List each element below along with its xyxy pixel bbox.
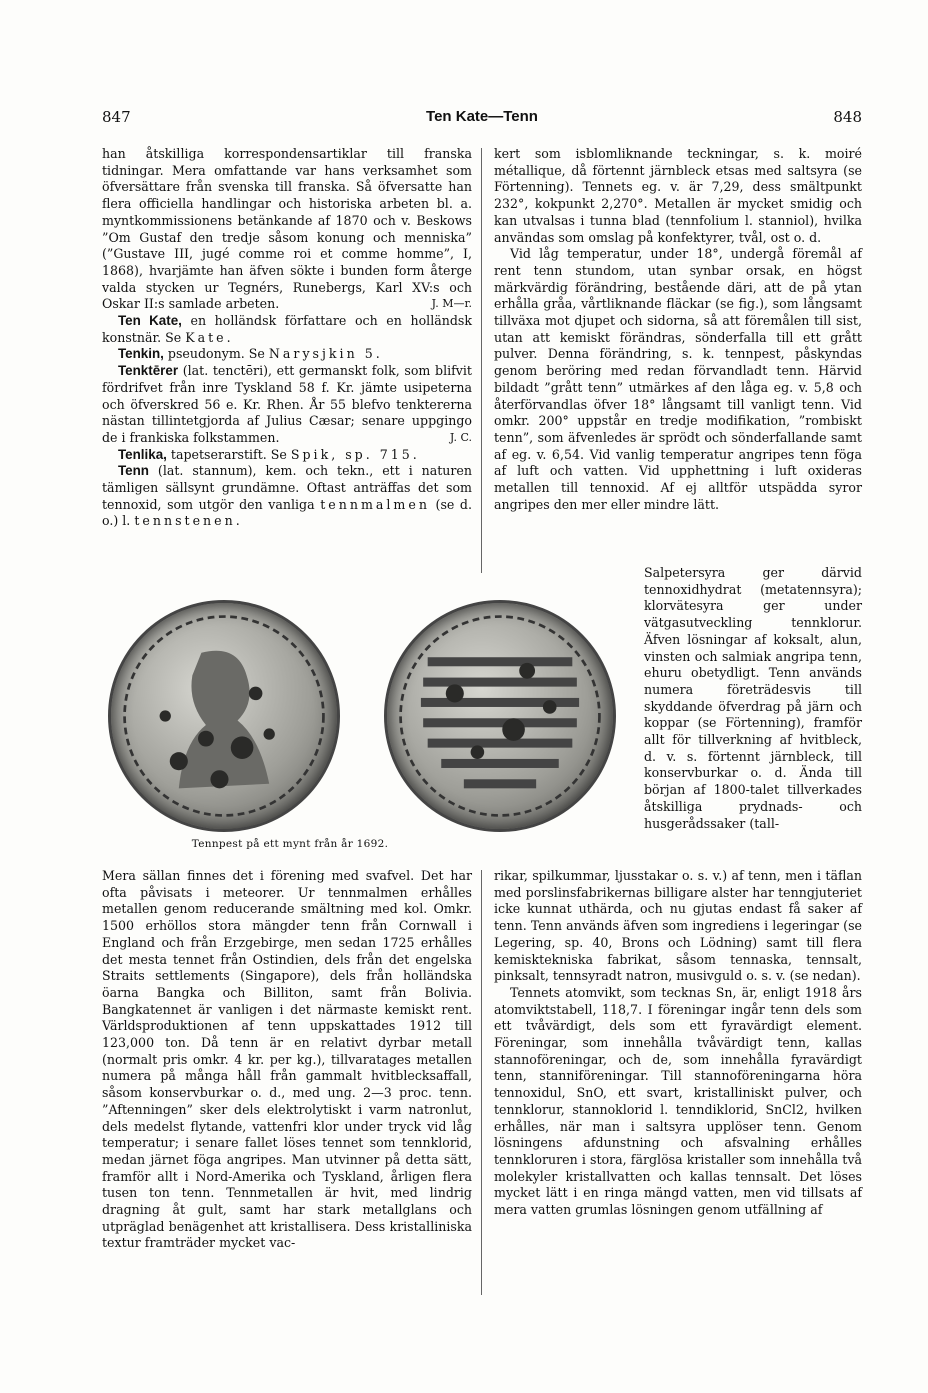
paragraph-ten-kate-bio: han åtskilliga korrespondensartiklar till franska tidningar. Mera omfattande var hans verksamhet som öfversättare från svenska till franska. Så öfversatte han flera officiella handlingar och historiska arbeten bl. a. myntkommissionens betänkande af 1870 och v. Beskows ”Om Gustaf den tredje såsom konung och menniska” (”Gustave III, jugé comme roi et comme homme”, I, 1868), hvarjämte han äfven sökte i bunden form återge valda stycken ur Tegnérs, Runebergs, Karl XV:s och Oskar II:s samlade arbeten. J. M—r. bbox=[102, 146, 472, 312]
coin-figure bbox=[100, 596, 480, 834]
page-number-right: 848 bbox=[833, 108, 862, 126]
coin-reverse-image bbox=[384, 600, 616, 832]
running-title: Ten Kate—Tenn bbox=[426, 108, 538, 125]
left-column-top bbox=[102, 146, 472, 530]
column-divider-bottom bbox=[481, 870, 482, 1295]
coin-portrait-drawing bbox=[111, 603, 337, 829]
entry-tenn: Tenn (lat. stannum), kem. och tekn., ett i naturen tämligen sällsynt grundämne. Oftast anträffas det som tennoxid, som utgör den vanliga tennmalmen (se d. o.) l. tennstenen. bbox=[102, 463, 473, 529]
entry-tenlika: Tenlika, tapetserarstift. Se Spik, sp. 715. bbox=[118, 446, 420, 462]
figure-caption: Tennpest på ett mynt från år 1692. bbox=[191, 838, 389, 850]
page-number-left: 847 bbox=[102, 108, 131, 126]
entry-tenkin: Tenkin, pseudonym. Se Narysjkin 5. bbox=[118, 346, 383, 362]
signature-jm: J. M—r. bbox=[431, 297, 472, 311]
right-column-top bbox=[494, 146, 862, 513]
paragraph-tenn-alloys: rikar, spilkummar, ljusstakar o. s. v.) af tenn, men i täflan med porslinsfabrikernas billigare alster har tenngjuteriet icke kunnat uthärda, och nu gjutas endast få saker af tenn. Tenn används äfven som ingrediens i legeringar (se Legering, sp. 40, Brons och Lödning) samt till flera kemisktekniska fabrikat, såsom tennaska, tennsalt, pinksalt, tennsyradt natron, musivguld o. s. v. (se nedan). bbox=[494, 868, 862, 984]
right-column-bottom bbox=[494, 868, 862, 1219]
paragraph-acids-uses: Salpetersyra ger därvid tennoxidhydrat (metatennsyra); klorvätesyra ger under vätgasutveckling tennklorur. Äfven lösningar af koksalt, alun, vinsten och salmiak angripa tenn, ehuru obetydligt. Tenn används numera företrädesvis till skyddande öfverdrag på järn och koppar (se Förtenning), framför allt för tillverkning af hvitbleck, d. v. s. förtennt järnbleck, till konservburkar o. d. Ända till början af 1800-talet tillverkades åtskilliga prydnads- och husgerådssaker (tall- bbox=[644, 565, 862, 831]
signature-jc: J. C. bbox=[449, 430, 472, 444]
entry-ten-kate: Ten Kate, en holländsk författare och en holländsk konstnär. Se Kate. bbox=[102, 313, 472, 345]
paragraph-tennpest: Vid låg temperatur, under 18°, undergå föremål af rent tenn stundom, utan synbar orsak, en högst märkvärdig förändring, bestående däri, att de på ytan erhålla gråa, vårtliknande fläckar (se fig.), som långsamt tillväxa mot djupet och sidorna, så att föremålen till sist, utan att kemiskt förändras, sönderfalla till ett grått pulver. Denna förändring, s. k. tennpest, påskyndas genom beröring med redan förvandladt tenn. Härvid bildadt ”grått tenn” utmärkes af den låga eg. v. 5,8 och återförvandlas öfver 18° långsamt till vanligt tenn. Vid omkr. 200° uppstår en tredje modifikation, ”rombiskt tenn”, som äfvenledes är sprödt och sönderfallande samt af eg. v. 6,54. Vid vanlig temperatur angripes tenn föga af luft och vatten. Vid upphettning i luft oxideras metallen till tennoxid. Af ej alltför utspädda syror angripes den mer eller mindre lätt. bbox=[494, 246, 862, 512]
left-column-bottom bbox=[102, 868, 472, 1252]
coin-inscription-drawing bbox=[387, 603, 613, 829]
paragraph-tenn-properties: kert som isblomliknande teckningar, s. k. moiré métallique, då förtennt järnbleck etsas med saltsyra (se Förtenning). Tennets eg. v. är 7,29, dess smältpunkt 232°, kokpunkt 2,270°. Metallen är mycket smidig och kan utvalsas i tunna blad (tennfolium l. stanniol), hvilka användas som omslag på konfektyrer, tvål, ost o. d. bbox=[494, 146, 862, 245]
column-divider-top bbox=[481, 148, 482, 573]
page-header bbox=[102, 108, 862, 130]
right-column-narrow bbox=[644, 565, 862, 832]
entry-tenkterer: Tenktērer (lat. tenctēri), ett germanskt folk, som blifvit fördrifvet från inre Tyskland 58 f. Kr. jämte usipeterna och öfverskred 56 e. Kr. Rhen. År 55 blefvo tenktererna nästan tillintetgjorda af Julius Cæsar; senare uppgingo de i frankiska folkstammen. J. C. bbox=[102, 363, 472, 445]
coin-obverse-image bbox=[108, 600, 340, 832]
paragraph-tenn-production: Mera sällan finnes det i förening med svafvel. Det har ofta påvisats i meteorer. Ur tennmalmen erhålles metallen genom reducerande smältning med kol. Omkr. 1500 erhöllos stora mängder tenn från Cornwall i England och från Erzgebirge, men sedan 1725 erhålles det mesta tennet från Ostindien, dels från det engelska Straits settlements (Singapore), dels från holländska öarna Bangka och Billiton, samt från Bolivia. Bangkatennet är vanligen i det närmaste kemiskt rent. Världsproduktionen af tenn uppskattades 1912 till 123,000 ton. Då tenn är en relativt dyrbar metall (normalt pris omkr. 4 kr. per kg.), tillvaratages metallen numera på många håll från gammalt hvitblecksaffall, såsom konservburkar o. d., med ung. 2—3 proc. tenn. ”Aftenningen” sker dels elektrolytiskt i varm natronlut, dels medelst flytande, vattenfri klor under tryck vid låg temperatur; i senare fallet löses tennet som tennklorid, medan järnet föga angripes. Man utvinner på detta sätt, framför allt i Nord-Amerika och Tyskland, årligen flera tusen ton tenn. Tennmetallen är hvit, med lindrig dragning åt gult, samt har stark metallglans och utpräglad benägenhet att kristallisera. Dess kristalliniska textur framträder mycket vac- bbox=[102, 868, 472, 1251]
paragraph-tenn-chemistry: Tennets atomvikt, som tecknas Sn, är, enligt 1918 års atomviktstabell, 118,7. I föreningar ingår tenn dels som ett tvåvärdigt, dels som ett fyravärdigt element. Föreningar, som innehålla tvåvärdigt tenn, kallas stannoföreningar, och de, som innehålla fyravärdigt tenn, stanniföreningar. Till stannoföreningarna höra tennoxidul, SnO, ett svart, kristalliniskt pulver, och tennklorur, stannoklorid l. tenndiklorid, SnCl2, hvilken erhålles, när man i saltsyra upplöser tenn. Genom lösningens afdunstning och afsvalning erhålles tennkloruren i stora, färglösa kristaller som innehålla två molekyler kristallvatten och kallas tennsalt. Det löses mycket lätt i en ringa mängd vatten, men vid tillsats af mera vatten grumlas lösningen genom utfällning af bbox=[494, 984, 862, 1218]
